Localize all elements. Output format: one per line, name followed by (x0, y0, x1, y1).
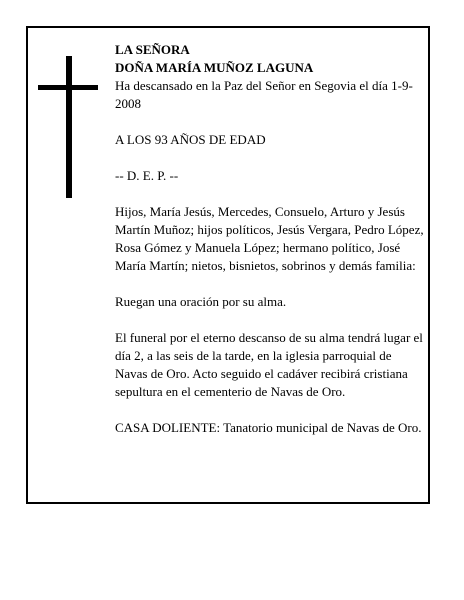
deceased-name: DOÑA MARÍA MUÑOZ LAGUNA (115, 60, 314, 75)
notice-heading (115, 41, 427, 77)
obituary-notice (26, 26, 430, 504)
age-statement: A LOS 93 AÑOS DE EDAD (115, 132, 266, 147)
notice-text (115, 41, 427, 455)
title-line-1: LA SEÑORA (115, 42, 190, 57)
family-list: Hijos, María Jesús, Mercedes, Consuelo, Arturo y Jesús Martín Muñoz; hijos políticos, Jesús Vergara, Pedro López, Rosa Gómez y Manuela López; hermano político, José María Martín; nietos, bisnietos, sobrinos y demás familia: (115, 204, 424, 273)
rip-line: -- D. E. P. -- (115, 168, 179, 183)
cross-vertical-bar (66, 56, 72, 198)
funeral-details: El funeral por el eterno descanso de su alma tendrá lugar el día 2, a las seis de la tarde, en la iglesia parroquial de Navas de Oro. Acto seguido el cadáver recibirá cristiana sepultura en el cementerio de Navas de Oro. (115, 330, 423, 399)
mourning-house: CASA DOLIENTE: Tanatorio municipal de Navas de Oro. (115, 420, 422, 435)
death-statement: Ha descansado en la Paz del Señor en Segovia el día 1-9-2008 (115, 78, 413, 111)
cross-horizontal-bar (38, 85, 98, 90)
prayer-request: Ruegan una oración por su alma. (115, 294, 287, 309)
